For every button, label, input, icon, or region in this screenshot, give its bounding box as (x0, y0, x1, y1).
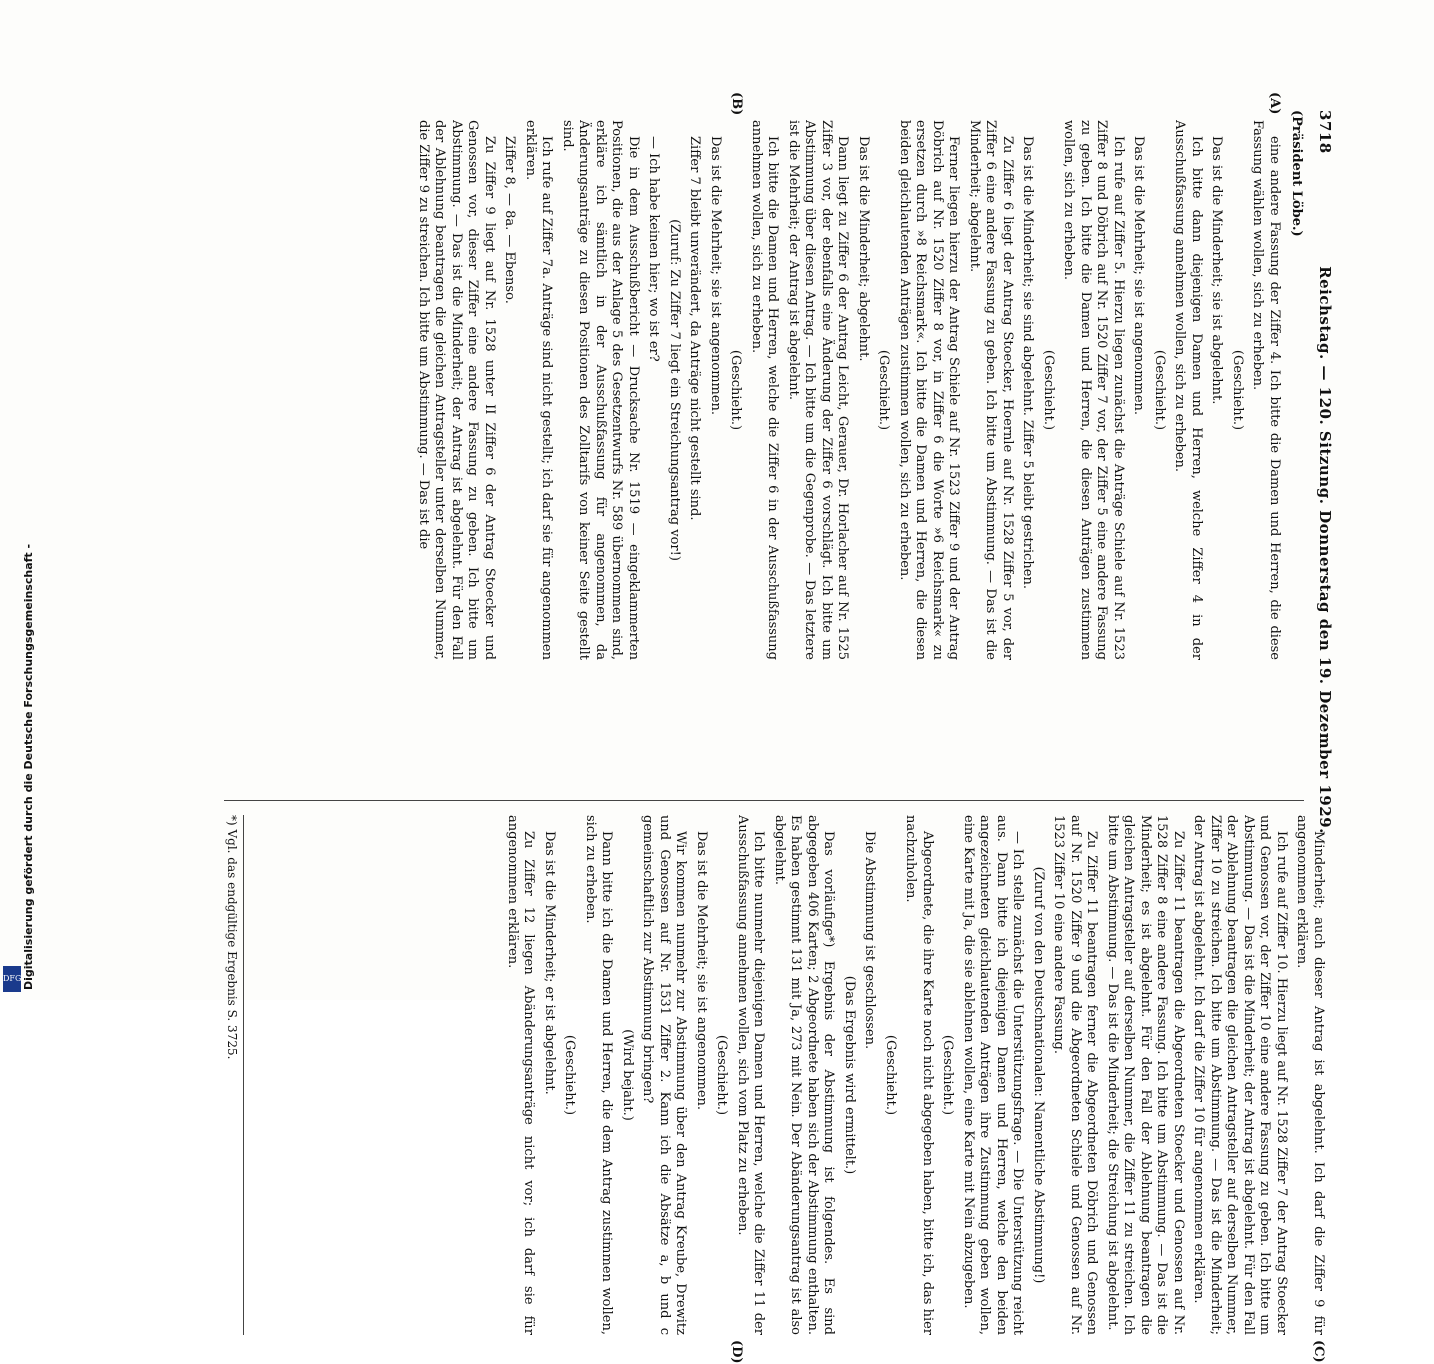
paragraph: Ich rufe auf Ziffer 5. Hierzu liegen zunächst die Anträge Schiele auf Nr. 1523 Ziffer 8 und Döbrich auf Nr. 1520 Ziffer 7 vor, der Ziffer 5 eine andere Fassung zu geben. Ich bitte die Damen und Herren, die diesen Anträgen zustimmen wollen, sich zu erheben. (1061, 120, 1126, 660)
paragraph: Ich rufe auf Ziffer 10. Hierzu liegt auf Nr. 1528 Ziffer 7 der Antrag Stoecker und Genossen vor, der Ziffer 10 eine andere Fassung zu geben. Ich bitte um Abstimmung. — Das ist die Minderheit; der Antrag ist abgelehnt. Für den Fall der Ablehnung beantragen die gleichen Antragsteller auf derselben Nummer, Ziffer 10 zu streichen. Ich bitte um Abstimmung. — Das ist die Minderheit; der Antrag ist abgelehnt. Ich darf die Ziffer 10 für angenommen erklären. (1191, 815, 1289, 1335)
paragraph: Zu Ziffer 6 liegt der Antrag Stoecker, Hoernle auf Nr. 1528 Ziffer 5 vor, der Ziffer 6 eine andere Fassung zu geben. Ich bitte um Abstimmung. — Das ist die Minderheit; abgelehnt. (967, 120, 1015, 660)
paragraph: Ich rufe auf Ziffer 7a. Anträge sind nicht gestellt; ich darf sie für angenommen erklären. (523, 120, 555, 660)
paragraph: Minderheit; auch dieser Antrag ist abgelehnt. Ich darf die Ziffer 9 für angenommen erklären. (1294, 815, 1326, 1335)
paragraph: Ich bitte die Damen und Herren, welche die Ziffer 6 in der Ausschußfassung annehmen wollen, sich zu erheben. (749, 120, 781, 660)
paragraph: (Zuruf von den Deutschnationalen: Namentliche Abstimmung!) (1031, 866, 1046, 1284)
paragraph: Wir kommen nunmehr zur Abstimmung über den Antrag Kreube, Drewitz und Genossen auf Nr. 1531 Ziffer 2. Kann ich die Absätze a, b und c gemeinschaftlich zur Abstimmung bringen? (640, 815, 689, 1335)
paragraph: Dann liegt zu Ziffer 6 der Antrag Leicht, Gerauer, Dr. Horlacher auf Nr. 1525 Ziffer 3 vor, der ebenfalls eine Änderung der Ziffer 6 vorschlägt. Ich bitte um Abstimmung über diesen Antrag. — Ich bitte um die Gegenprobe. — Das letztere ist die Mehrheit; der Antrag ist abgelehnt. (786, 120, 851, 660)
paragraph: Das ist die Minderheit; sie sind abgelehnt. Ziffer 5 bleibt gestrichen. (1020, 136, 1036, 589)
paragraph: Zu Ziffer 11 beantragen ferner die Abgeordneten Döbrich und Genossen auf Nr. 1520 Ziffer 9 und die Abgeordneten Schiele und Genossen auf Nr. 1523 Ziffer 10 eine andere Fassung. (1051, 815, 1100, 1335)
paragraph: — Ich stelle zunächst die Unterstützungsfrage. — Die Unterstützung reicht aus. Dann bitte ich diejenigen Damen und Herren, welche den beiden angezeichneten gleichlautenden Anträgen ihre Zustimmung geben wollen, eine Karte mit Ja, die sie ablehnen wollen, eine Karte mit Nein abzugeben. (961, 815, 1026, 1335)
paragraph: Das ist die Mehrheit; sie ist angenommen. (694, 831, 709, 1111)
paragraph: Das ist die Minderheit; abgelehnt. (856, 136, 871, 362)
credit-text: Digitalisierung gefördert durch die Deutsche Forschungsgemeinschaft - (22, 543, 35, 990)
paragraph: Das vorläufige*) Ergebnis der Abstimmung ist folgendes. Es sind abgegeben 406 Karten; 2 Abgeordnete haben sich der Abstimmung enthalten. Es haben gestimmt 131 mit Ja, 273 mit Nein. Der Abänderungsantrag ist also abgelehnt. (772, 815, 837, 1335)
paragraph: Das ist die Minderheit; sie ist abgelehnt. (1209, 136, 1225, 405)
paragraph: (Geschieht.) (1041, 349, 1056, 431)
paragraph: Zu Ziffer 9 liegt auf Nr. 1528 unter II Ziffer 6 der Antrag Stoecker und Genossen vor, dieser Ziffer eine andere Fassung zu geben. Ich bitte um Abstimmung. — Das ist die Minderheit; der Antrag ist abgelehnt. Für den Fall der Ablehnung beantragen die gleichen Antragsteller unter derselben Nummer, die Ziffer 9 zu streichen. Ich bitte um Abstimmung. — Das ist die (416, 120, 497, 660)
paragraph: Das ist die Mehrheit; sie ist angenommen. (708, 136, 723, 416)
paragraph: Zu Ziffer 11 beantragen die Abgeordneten Stoecker und Genossen auf Nr. 1528 Ziffer 8 eine andere Fassung. Ich bitte um Abstimmung. — Das ist die Minderheit; es ist abgelehnt. Für den Fall der Ablehnung beantragen die gleichen Antragsteller auf derselben Nummer, die Ziffer 11 zu streichen. Ich bitte um Abstimmung. — Das ist die Minderheit; die Streichung ist abgelehnt. (1105, 815, 1186, 1335)
paragraph: Ziffer 8, — 8a. — Ebenso. (502, 136, 518, 304)
paragraph: (Zuruf: Zu Ziffer 7 liegt ein Streichungsantrag vor!) (667, 219, 682, 561)
paragraph: (Geschieht.) (1230, 349, 1245, 431)
page-number: 3718 (1316, 110, 1334, 154)
left-column (212, 120, 1282, 660)
digitization-credit (0, 543, 35, 1000)
margin-mark-c: (C) (1311, 1340, 1326, 1363)
paragraph: Ferner liegen hierzu der Antrag Schiele auf Nr. 1523 Ziffer 9 und der Antrag Döbrich auf Nr. 1520 Ziffer 8 vor, in Ziffer 6 die Worte »6 Reichsmark« zu ersetzen durch »8 Reichsmark«. Ich bitte die Damen und Herren, die diesen beiden gleichlautenden Anträgen zustimmen wollen, sich zu erheben. (897, 120, 962, 660)
paragraph: (Geschieht.) (883, 1034, 898, 1116)
dfg-logo: DFG (3, 966, 21, 992)
paragraph: (Geschieht.) (562, 1034, 578, 1116)
paragraph: (Geschieht.) (876, 349, 892, 431)
paragraph: — Ich habe keinen hier; wo ist er? (646, 136, 662, 362)
margin-mark-d: (D) (729, 1340, 744, 1364)
paragraph: Ich bitte nunmehr diejenigen Damen und Herren, welche die Ziffer 11 der Ausschußfassung annehmen wollen, sich vom Platz zu erheben. (735, 815, 767, 1335)
margin-mark-a: (A) (1267, 92, 1282, 115)
paragraph: Die Abstimmung ist geschlossen. (862, 831, 878, 1050)
margin-mark-b: (B) (729, 92, 744, 116)
paragraph: Das ist die Minderheit; er ist abgelehnt. (542, 831, 557, 1095)
paragraph: Dann bitte ich die Damen und Herren, die dem Antrag zustimmen wollen, sich zu erheben. (583, 815, 615, 1335)
paragraph: Ich bitte dann diejenigen Damen und Herren, welche Ziffer 4 in der Ausschußfassung annehmen wollen, sich zu erheben. (1172, 120, 1204, 660)
column-divider (224, 800, 1304, 801)
right-column (256, 815, 1326, 1335)
header-title: Reichstag. — 120. Sitzung. Donnerstag den 19. Dezember 1929. (1316, 266, 1334, 834)
paragraph: (Geschieht.) (714, 1034, 730, 1116)
paragraph: Das ist die Mehrheit; sie ist angenommen. (1131, 136, 1147, 416)
paragraph: (Das Ergebnis wird ermittelt.) (842, 975, 857, 1175)
paragraph: (Geschieht.) (728, 349, 744, 431)
footnote: *) Vgl. das endgültige Ergebnis S. 3725. (225, 815, 244, 1335)
paragraph: (Wird bejaht.) (620, 1029, 635, 1121)
paragraph: Ziffer 7 bleibt unverändert, da Anträge nicht gestellt sind. (687, 136, 703, 521)
paragraph: (Geschieht.) (1152, 349, 1167, 431)
speaker-label: (Präsident Löbe.) (1289, 110, 1304, 237)
paragraph: Abgeordnete, die ihre Karte noch nicht abgegeben haben, bitte ich, das hier nachzuholen. (903, 815, 935, 1335)
paragraph: Zu Ziffer 12 liegen Abänderungsanträge nicht vor; ich darf sie für angenommen erklären. (505, 815, 537, 1335)
paragraph: Die in dem Ausschußbericht — Drucksache Nr. 1519 — eingeklammerten Positionen, die aus der Anlage 5 des Gesetzentwurfs Nr. 589 übernommen sind, erkläre ich sämtlich in der Ausschußfassung für angenommen, da Änderungsanträge zu diesen Positionen des Zolltarifs von keiner Seite gestellt sind. (560, 120, 641, 660)
paragraph: eine andere Fassung der Ziffer 4. Ich bitte die Damen und Herren, die diese Fassung wählen wollen, sich zu erheben. (1250, 120, 1282, 660)
paragraph: (Geschieht.) (940, 1034, 956, 1116)
